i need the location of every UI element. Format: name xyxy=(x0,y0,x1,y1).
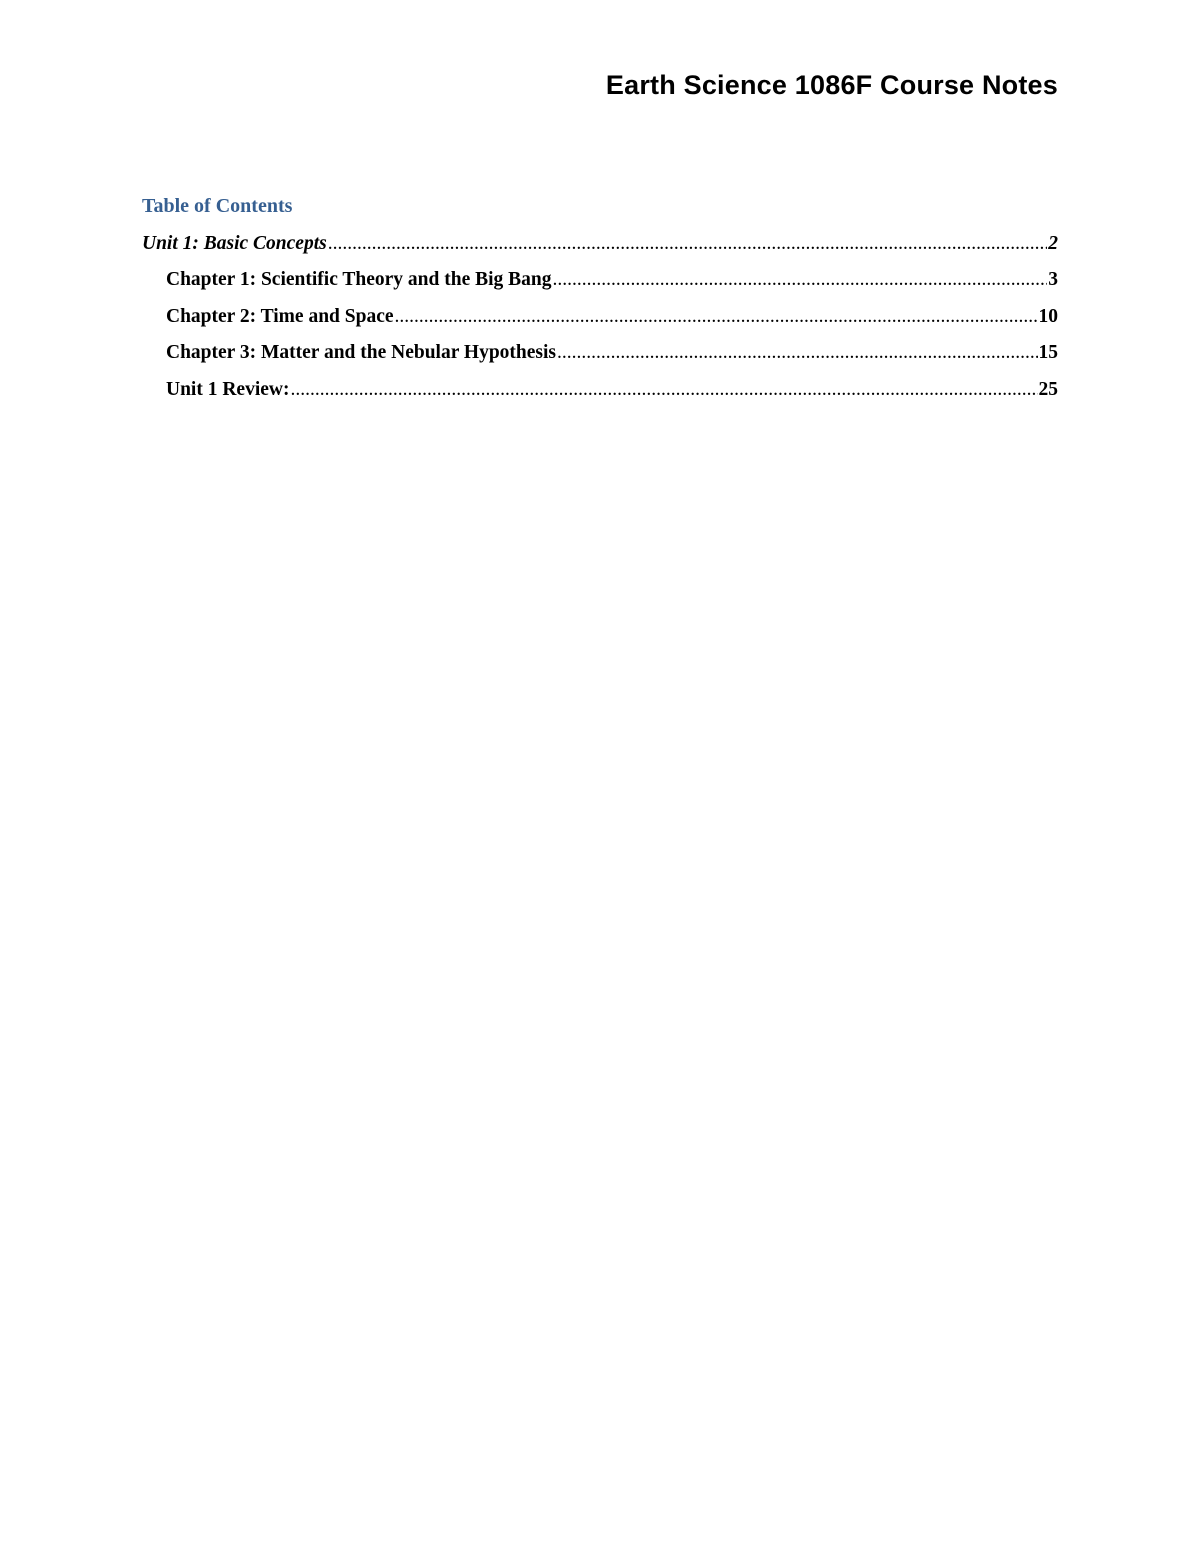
toc-dot-leader xyxy=(557,342,1038,364)
toc-entry-label: Unit 1: Basic Concepts xyxy=(142,233,327,254)
table-of-contents xyxy=(142,233,1058,415)
toc-entry-page: 10 xyxy=(1038,305,1058,327)
toc-entry-label: Chapter 3: Matter and the Nebular Hypothesis xyxy=(166,342,556,363)
toc-dot-leader xyxy=(395,306,1038,328)
document-title: Earth Science 1086F Course Notes xyxy=(605,70,1058,100)
toc-entry-unit-1-review[interactable] xyxy=(142,379,1058,416)
toc-entry-page: 25 xyxy=(1038,378,1058,400)
toc-entry-page: 3 xyxy=(1048,269,1058,290)
toc-entry-unit-1[interactable] xyxy=(142,233,1058,269)
toc-entry-label: Chapter 1: Scientific Theory and the Big Bang xyxy=(166,269,552,290)
toc-dot-leader xyxy=(290,379,1037,401)
toc-dot-leader xyxy=(328,233,1048,255)
toc-entry-label: Chapter 2: Time and Space xyxy=(166,305,394,327)
toc-entry-label: Unit 1 Review: xyxy=(166,378,290,400)
toc-entry-chapter-2[interactable] xyxy=(142,306,1058,343)
toc-entry-chapter-3[interactable] xyxy=(142,342,1058,379)
toc-dot-leader xyxy=(553,269,1048,291)
toc-entry-chapter-1[interactable] xyxy=(142,269,1058,306)
toc-entry-page: 2 xyxy=(1048,233,1058,254)
toc-heading: Table of Contents xyxy=(142,195,293,217)
toc-entry-page: 15 xyxy=(1038,342,1058,363)
